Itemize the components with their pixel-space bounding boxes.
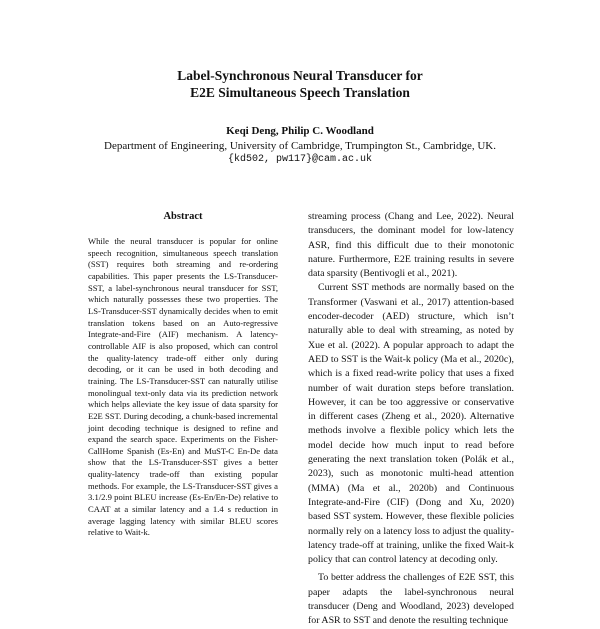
body-paragraph-2: Current SST methods are normally based on the Transformer (Vaswani et al., 2017) attention-based encoder-decoder (AED) structure, which isn’t naturally able to deal with streaming, as noted by Xue et al. (2022). A popular approach to adapt the AED to SST is the Wait-k policy (Ma et al., 2020c), which is a fixed read-write policy that uses a fixed number of wait duration steps before translation. However, it can be too aggressive or conservative in different cases (Zheng et al., 2020). Alternative methods involve a flexible policy which lets the model decide how much input to read before generating the next translation token (Polák et al., 2023), such as monotonic multi-head attention (MMA) (Ma et al., 2020b) and Continuous Integrate-and-Fire (CIF) (Dong and Xu, 2020) based SST system. However, these flexible policies normally rely on a latency loss to adjust the quality-latency trade-off at training, unlike the fixed Wait-k policy that can control latency at decoding only. — [308, 282, 514, 566]
abstract-text: While the neural transducer is popular for online speech recognition, simultaneous speech translation (SST) requires both streaming and re-ordering capabilities. This paper presents the LS-Transducer-SST, a label-synchronous neural transducer for SST, which naturally possesses these two properties. The LS-Transducer-SST dynamically decides when to emit translation tokens based on an Auto-regressive Integrate-and-Fire (AIF) mechanism. A latency-controllable AIF is also proposed, which can control the quality-latency trade-off either only during decoding, or it can be used in both decoding and training. The LS-Transducer-SST can naturally utilise monolingual text-only data via its prediction network which helps alleviate the key issue of data sparsity for E2E SST. During decoding, a chunk-based incremental joint decoding technique is designed to refine and expand the search space. Experiments on the Fisher-CallHome Spanish (Es-En) and MuST-C En-De data show that the LS-Transducer-SST gives a better quality-latency trade-off than existing popular methods. For example, the LS-Transducer-SST gives a 3.1/2.9 point BLEU increase (Es-En/En-De) relative to CAAT at a similar latency and a 1.4 s reduction in average lagging latency with similar BLEU scores relative to Wait-k. — [88, 236, 278, 538]
author-email: {kd502, pw117}@cam.ac.uk — [227, 154, 373, 165]
title-line-1: Label-Synchronous Neural Transducer for — [177, 68, 423, 83]
body-right-column — [308, 210, 514, 629]
body-paragraph-3: To better address the challenges of E2E SST, this paper adapts the label-synchronous neural transducer (Deng and Woodland, 2023) developed for ASR to SST and denote the resulting technique — [308, 572, 514, 627]
title-line-2: E2E Simultaneous Speech Translation — [190, 85, 410, 100]
body-paragraph-1: streaming process (Chang and Lee, 2022). Neural transducers, the dominant model for low-latency ASR, find this difficult due to their monotonic nature. Furthermore, E2E training results in severe data sparsity (Bentivogli et al., 2021). — [308, 211, 514, 280]
abstract-heading: Abstract — [163, 211, 203, 222]
paper-title — [0, 67, 600, 101]
affiliation: Department of Engineering, University of Cambridge, Trumpington St., Cambridge, UK. — [104, 140, 496, 152]
author-names: Keqi Deng, Philip C. Woodland — [226, 125, 374, 137]
